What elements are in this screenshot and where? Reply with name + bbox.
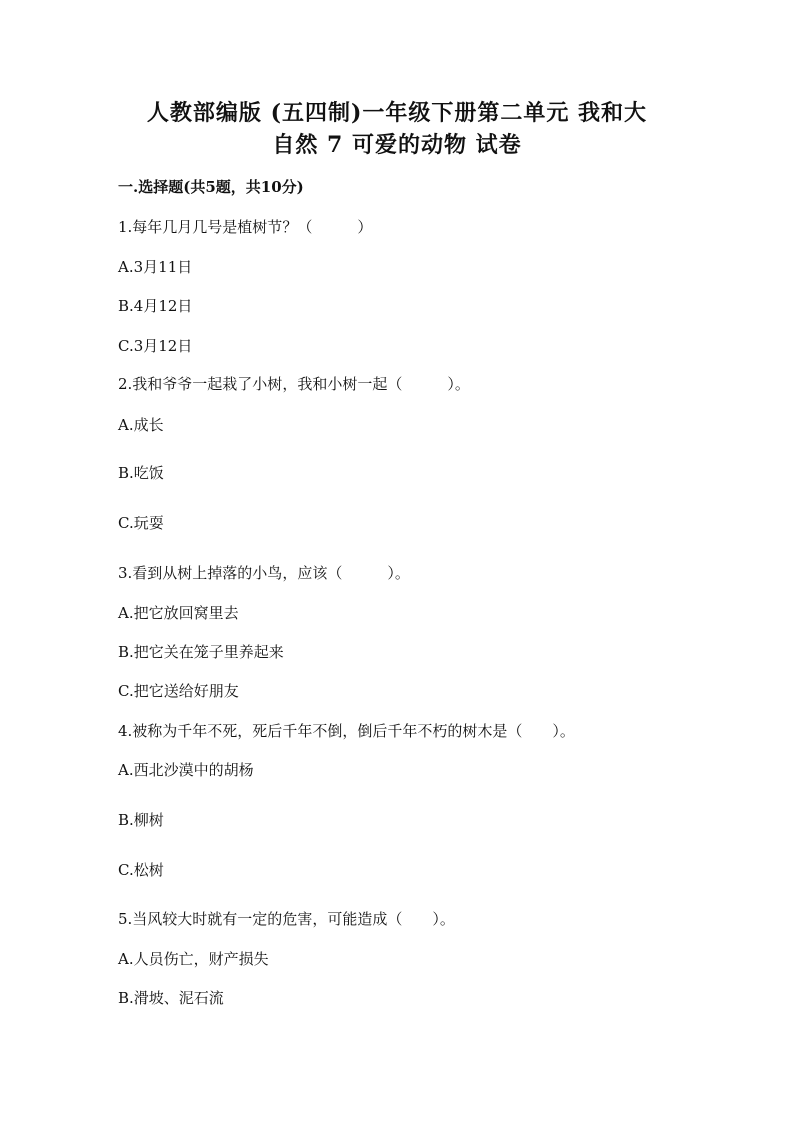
question-4-option-a: A.西北沙漠中的胡杨 <box>118 761 254 779</box>
question-1-option-b: B.4月12日 <box>118 297 193 315</box>
question-5-option-b: B.滑坡、泥石流 <box>118 989 224 1007</box>
question-5-stem: 5.当风较大时就有一定的危害，可能造成（ ）。 <box>118 910 455 928</box>
question-3-option-b: B.把它关在笼子里养起来 <box>118 643 284 661</box>
question-2-option-c: C.玩耍 <box>118 514 164 532</box>
question-2-option-b: B.吃饭 <box>118 464 164 482</box>
question-3-stem: 3.看到从树上掉落的小鸟，应该（ ）。 <box>118 564 410 582</box>
question-4-option-b: B.柳树 <box>118 811 164 829</box>
question-4-option-c: C.松树 <box>118 861 164 879</box>
document-title-line-2: 自然 7 可爱的动物 试卷 <box>272 132 522 158</box>
question-5-option-a: A.人员伤亡，财产损失 <box>118 950 269 968</box>
question-1-option-c: C.3月12日 <box>118 337 193 355</box>
question-2-option-a: A.成长 <box>118 416 164 434</box>
question-3-option-c: C.把它送给好朋友 <box>118 682 239 700</box>
question-1-stem: 1.每年几月几号是植树节？（ ） <box>118 218 373 236</box>
section-heading: 一.选择题(共5题，共10分) <box>118 178 304 196</box>
question-4-stem: 4.被称为千年不死，死后千年不倒，倒后千年不朽的树木是（ ）。 <box>118 722 575 740</box>
question-1-option-a: A.3月11日 <box>118 258 193 276</box>
question-3-option-a: A.把它放回窝里去 <box>118 604 239 622</box>
question-2-stem: 2.我和爷爷一起栽了小树，我和小树一起（ ）。 <box>118 375 470 393</box>
document-title-line-1: 人教部编版 (五四制)一年级下册第二单元 我和大 <box>146 100 648 126</box>
